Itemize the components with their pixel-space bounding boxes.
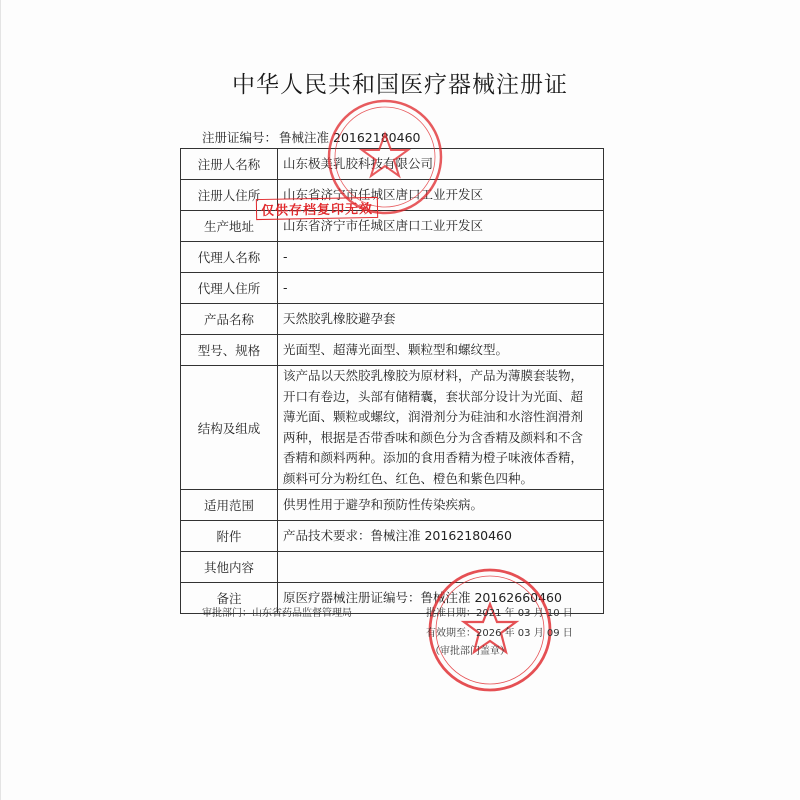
- row-value: 山东省济宁市任城区唐口工业开发区: [278, 180, 604, 211]
- row-label: 结构及组成: [181, 366, 278, 490]
- row-label: 附件: [181, 521, 278, 552]
- row-label: 型号、规格: [181, 335, 278, 366]
- row-label: 适用范围: [181, 490, 278, 521]
- row-value: 供男性用于避孕和预防性传染疾病。: [278, 490, 604, 521]
- official-seal-top: [320, 92, 450, 222]
- row-value: 光面型、超薄光面型、颗粒型和螺纹型。: [278, 335, 604, 366]
- document-title: 中华人民共和国医疗器械注册证: [232, 72, 568, 98]
- structure-description: [278, 366, 604, 490]
- scan-edge: [0, 0, 1, 800]
- approval-date: 批准日期：2021 年 03 月 10 日: [426, 608, 573, 619]
- table-row: [181, 366, 604, 490]
- row-label: 产品名称: [181, 304, 278, 335]
- row-label: 注册人名称: [181, 149, 278, 180]
- table-row: [181, 304, 604, 335]
- table-row: [181, 335, 604, 366]
- row-label: 注册人住所: [181, 180, 278, 211]
- description-line: 两种，根据是否带香味和颜色分为含香精及颜料和不含: [283, 429, 584, 445]
- description-line: 香精和颜料两种。添加的食用香精为橙子味液体香精，: [283, 450, 584, 465]
- valid-until: 有效期至：2026 年 03 月 09 日: [426, 628, 573, 639]
- row-value: 天然胶乳橡胶避孕套: [278, 304, 604, 335]
- description-line: 开口有卷边，头部有储精囊，套状部分设计为光面、超: [283, 388, 584, 404]
- table-row: [181, 242, 604, 273]
- row-value: -: [278, 273, 604, 304]
- table-row: [181, 521, 604, 552]
- registration-number-value: 鲁械注准 20162180460: [279, 130, 421, 145]
- description-line: 颜料可分为粉红色、红色、橙色和紫色四种。: [283, 470, 534, 486]
- description-line: 该产品以天然胶乳橡胶为原材料，产品为薄膜套装物，: [283, 368, 584, 383]
- row-value: 原医疗器械注册证编号：鲁械注准 20162660460: [278, 583, 604, 614]
- approval-department: 审批部门：山东省药品监督管理局: [202, 608, 352, 619]
- row-label: 代理人住所: [181, 273, 278, 304]
- table-row: [181, 490, 604, 521]
- row-label: 生产地址: [181, 211, 278, 242]
- row-value: 山东省济宁市任城区唐口工业开发区: [278, 211, 604, 242]
- table-row: [181, 273, 604, 304]
- description-line: 薄光面、颗粒或螺纹，润滑剂分为硅油和水溶性润滑剂: [283, 409, 584, 424]
- seal-note: （审批部门盖章）: [430, 646, 510, 657]
- row-label: 备注: [181, 583, 278, 614]
- row-value: -: [278, 242, 604, 273]
- row-label: 其他内容: [181, 552, 278, 583]
- archive-copy-stamp: 仅供存档复印无效: [256, 197, 378, 220]
- registration-number-label: 注册证编号：: [202, 130, 278, 145]
- row-value: 产品技术要求：鲁械注准 20162180460: [278, 521, 604, 552]
- row-value: 山东极美乳胶科技有限公司: [278, 149, 604, 180]
- row-label: 代理人名称: [181, 242, 278, 273]
